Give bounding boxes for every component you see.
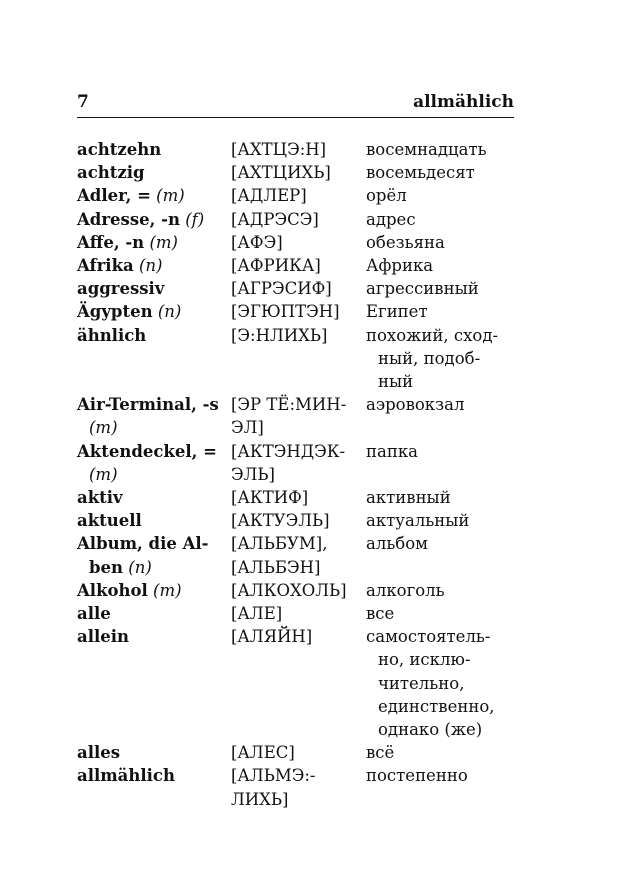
grammar-note: (m) [89, 418, 118, 438]
headword: Album, die Al-ben [77, 534, 209, 577]
entry-word [77, 532, 231, 578]
entry-transcription: [АЛЕС] [231, 743, 295, 763]
entry-translation: альбом [366, 534, 429, 554]
entry-translation: Африка [366, 256, 434, 276]
entry-transcription: [АЛЕ] [231, 604, 283, 624]
dictionary-entries [77, 138, 514, 811]
headword: Adler, = [77, 186, 151, 206]
entry-word [77, 602, 231, 625]
grammar-note: (m) [156, 186, 185, 206]
entry-word [77, 509, 231, 532]
headword: Air-Terminal, -s [77, 395, 219, 415]
entry-word [77, 254, 231, 277]
grammar-note: (n) [157, 302, 182, 322]
dictionary-entry [77, 509, 514, 532]
entry-translation: восемнадцать [366, 140, 487, 159]
dictionary-entry [77, 764, 514, 810]
entry-transcription: [Э:НЛИХЬ] [231, 325, 328, 345]
entry-transcription: [АДЛЕР] [231, 186, 307, 206]
entry-word [77, 138, 231, 161]
entry-transcription: [АЛЬМЭ:-ЛИХЬ] [231, 766, 316, 809]
entry-translation: всё [366, 743, 395, 763]
entry-word [77, 393, 231, 439]
entry-translation: постепенно [366, 766, 468, 786]
headword: Alkohol [77, 580, 148, 600]
entry-translation: орёл [366, 186, 407, 206]
dictionary-entry [77, 300, 514, 323]
dictionary-entry [77, 254, 514, 277]
entry-translation: папка [366, 441, 418, 461]
entry-translation: самостоятель-но, исклю-чительно, единственно, однако (же) [366, 627, 495, 740]
entry-transcription: [АЛКОХОЛЬ] [231, 580, 347, 600]
entry-transcription: [АЛЯЙН] [231, 627, 313, 647]
grammar-note: (n) [138, 256, 163, 276]
headword: aktuell [77, 511, 142, 531]
entry-transcription: [АХТЦЭ:Н] [231, 140, 327, 159]
grammar-note: (m) [89, 464, 118, 484]
dictionary-entry [77, 625, 514, 741]
page-number: 7 [77, 92, 89, 112]
grammar-note: (n) [128, 557, 152, 577]
entry-word [77, 741, 231, 764]
dictionary-entry [77, 138, 514, 161]
entry-transcription: [АКТУЭЛЬ] [231, 511, 330, 531]
dictionary-entry [77, 602, 514, 625]
entry-word [77, 440, 231, 486]
entry-transcription: [АФРИКА] [231, 256, 321, 276]
dictionary-entry [77, 741, 514, 764]
grammar-note: (m) [149, 232, 178, 252]
headword: ähnlich [77, 325, 147, 345]
entry-word [77, 231, 231, 254]
dictionary-entry [77, 324, 514, 394]
entry-translation: алкоголь [366, 580, 445, 600]
entry-transcription: [АЛЬБУМ], [АЛЬБЭН] [231, 534, 328, 577]
entry-translation: похожий, сход-ный, подоб-ный [366, 325, 499, 392]
entry-transcription: [АКТИФ] [231, 488, 309, 508]
entry-translation: аэровокзал [366, 395, 465, 415]
entry-transcription: [АДРЭСЭ] [231, 209, 319, 229]
entry-word [77, 161, 231, 184]
headword: Aktendeckel, = [77, 441, 217, 461]
dictionary-entry [77, 231, 514, 254]
grammar-note: (f) [185, 209, 205, 229]
headword: allmählich [77, 766, 175, 786]
entry-word [77, 579, 231, 602]
headword: achtzehn [77, 140, 162, 159]
entry-translation: обезьяна [366, 232, 445, 252]
entry-word [77, 625, 231, 741]
headword: Affe, -n [77, 232, 145, 252]
entry-transcription: [АФЭ] [231, 232, 283, 252]
headword: aggressiv [77, 279, 165, 299]
dictionary-entry [77, 486, 514, 509]
headword: alle [77, 604, 111, 624]
entry-word [77, 208, 231, 231]
headword: Ägypten [77, 302, 153, 322]
entry-transcription: [АКТЭНДЭК-ЭЛЬ] [231, 441, 346, 484]
entry-word [77, 324, 231, 394]
dictionary-entry [77, 161, 514, 184]
entry-word [77, 277, 231, 300]
entry-translation: все [366, 604, 395, 624]
page-header [77, 88, 514, 118]
entry-transcription: [АХТЦИХЬ] [231, 163, 331, 183]
entry-translation: актуальный [366, 511, 470, 531]
entry-translation: восемьдесят [366, 163, 475, 183]
running-head: allmählich [413, 92, 514, 112]
headword: Afrika [77, 256, 134, 276]
headword: allein [77, 627, 129, 647]
entry-transcription: [ЭГЮПТЭН] [231, 302, 340, 322]
entry-translation: агрессивный [366, 279, 479, 299]
headword: aktiv [77, 488, 123, 508]
entry-translation: активный [366, 488, 451, 508]
entry-word [77, 764, 231, 810]
entry-transcription: [ЭР ТЁ:МИН-ЭЛ] [231, 395, 347, 438]
headword: alles [77, 743, 121, 763]
dictionary-entry [77, 579, 514, 602]
entry-word [77, 486, 231, 509]
grammar-note: (m) [153, 580, 182, 600]
dictionary-entry [77, 208, 514, 231]
headword: Adresse, -n [77, 209, 180, 229]
dictionary-entry [77, 532, 514, 578]
entry-translation: адрес [366, 209, 416, 229]
entry-word [77, 184, 231, 207]
entry-transcription: [АГРЭСИФ] [231, 279, 332, 299]
headword: achtzig [77, 163, 145, 183]
dictionary-entry [77, 393, 514, 439]
entry-translation: Египет [366, 302, 428, 322]
dictionary-entry [77, 440, 514, 486]
dictionary-entry [77, 277, 514, 300]
entry-word [77, 300, 231, 323]
dictionary-entry [77, 184, 514, 207]
